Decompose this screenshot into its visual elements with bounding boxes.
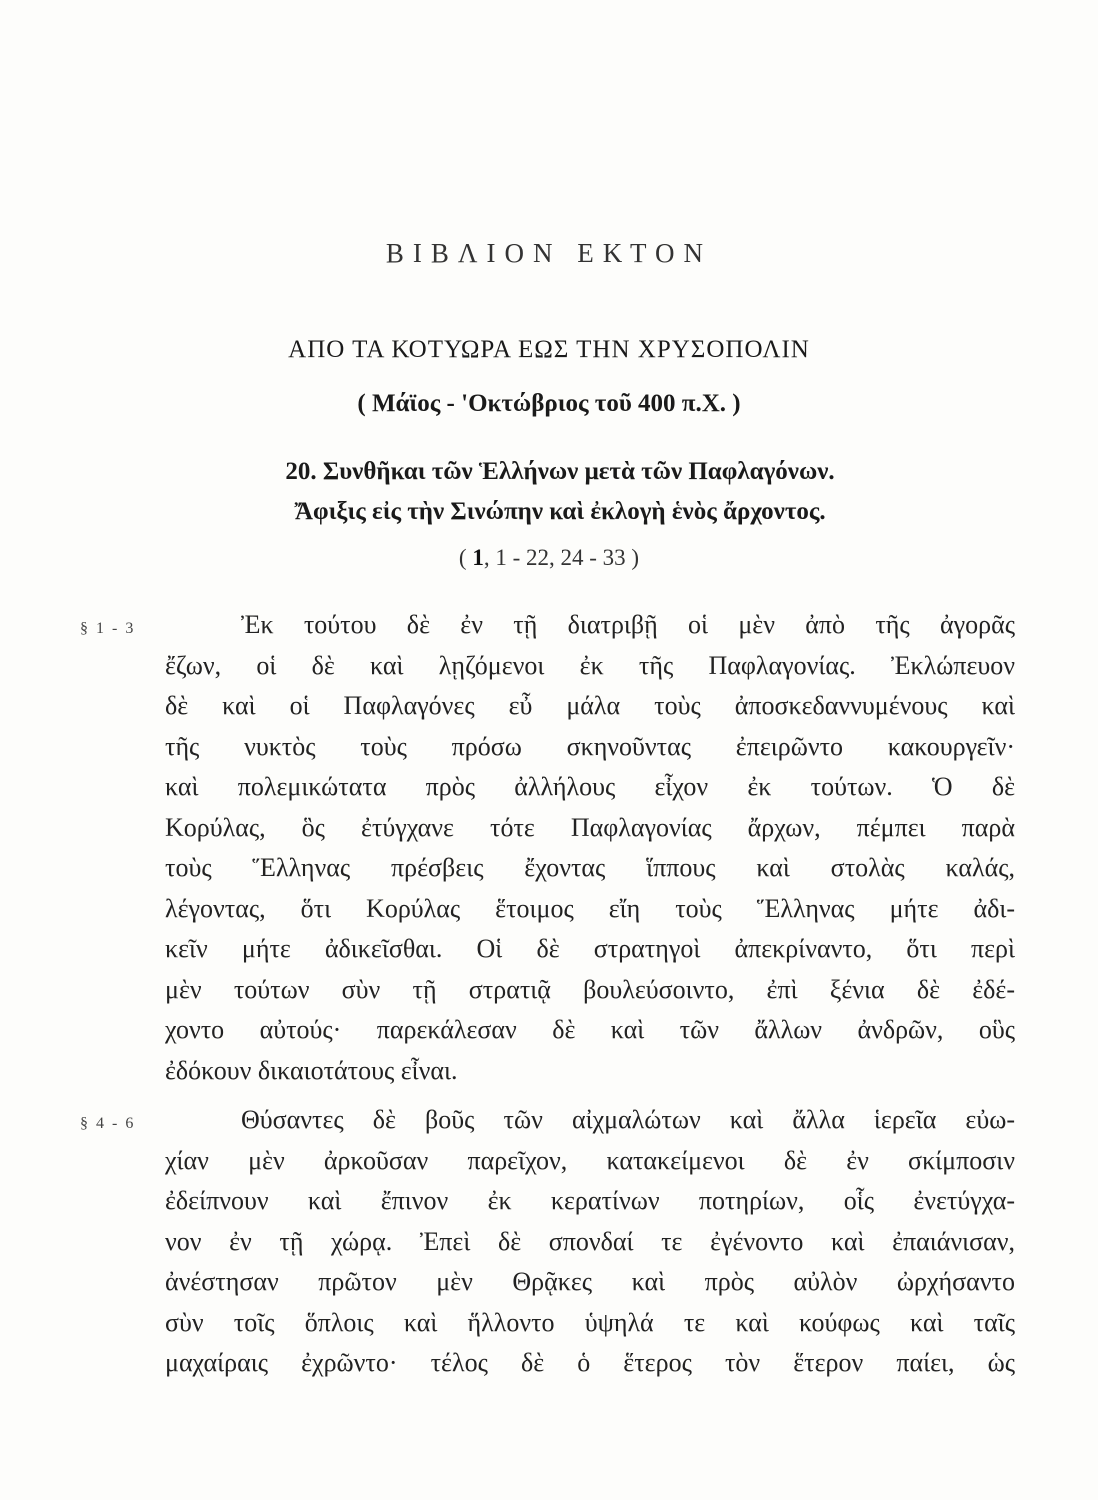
text-line: ἔζων, οἱ δὲ καὶ λῃζόμενοι ἐκ τῆς Παφλαγονίας. Ἐκλώπευον xyxy=(165,650,1015,680)
text-line: λέγοντας, ὅτι Κορύλας ἕτοιμος εἴη τοὺς Ἕλληνας μήτε ἀδι- xyxy=(165,893,1015,923)
text-line: τοὺς Ἕλληνας πρέσβεις ἔχοντας ἵππους καὶ στολὰς καλάς, xyxy=(165,853,1015,882)
text-line: ἀνέστησαν πρῶτον μὲν Θρᾷκες καὶ πρὸς αὐλὸν ὠρχήσαντο xyxy=(165,1267,1015,1296)
section-number: 20. xyxy=(285,458,317,485)
paragraph-1 xyxy=(165,605,1015,1091)
paragraph-2 xyxy=(165,1100,1015,1384)
reference-open: ( xyxy=(458,545,467,570)
text-line: μὲν τούτων σὺν τῇ στρατιᾷ βουλεύσοιντο, ἐπὶ ξένια δὲ ἐδέ- xyxy=(165,974,1015,1004)
text-line: νον ἐν τῇ χώρᾳ. Ἐπεὶ δὲ σπονδαί τε ἐγένοντο καὶ ἐπαιάνισαν, xyxy=(165,1226,1015,1256)
text-line: καὶ πολεμικώτατα πρὸς ἀλλήλους εἶχον ἐκ τούτων. Ὁ δὲ xyxy=(165,772,1015,801)
section-title-line-2: Ἄφιξις εἰς τὴν Σινώπην καὶ ἐκλογὴ ἑνὸς ἄρχοντος. xyxy=(294,498,826,525)
text-line: ἐδείπνουν καὶ ἔπινον ἐκ κερατίνων ποτηρίων, οἷς ἐνετύγχα- xyxy=(165,1186,1015,1215)
section-title-line-1: Συνθῆκαι τῶν Ἑλλήνων μετὰ τῶν Παφλαγόνων. xyxy=(322,458,835,485)
text-line: μαχαίραις ἐχρῶντο· τέλος δὲ ὁ ἕτερος τὸν ἕτερον παίει, ὡς xyxy=(165,1348,1015,1377)
text-line: ἐδόκουν δικαιοτάτους εἶναι. xyxy=(165,1055,458,1085)
text-line: χοντο αὐτούς· παρεκάλεσαν δὲ καὶ τῶν ἄλλων ἀνδρῶν, οὓς xyxy=(165,1015,1015,1044)
text-line: Θύσαντες δὲ βοῦς τῶν αἰχμαλώτων καὶ ἄλλα ἱερεῖα εὐω- xyxy=(241,1105,1015,1134)
text-line: τῆς νυκτὸς τοὺς πρόσω σκηνοῦντας ἐπειρῶντο κακουργεῖν· xyxy=(165,731,1015,761)
text-line: σὺν τοῖς ὅπλοις καὶ ἥλλοντο ὑψηλά τε καὶ κούφως καὶ ταῖς xyxy=(165,1307,1015,1337)
margin-note-1: § 1 - 3 xyxy=(80,620,136,637)
section-heading xyxy=(160,452,960,532)
reference xyxy=(0,545,1098,571)
section-heading-line-1 xyxy=(160,452,960,492)
text-line: κεῖν μήτε ἀδικεῖσθαι. Οἱ δὲ στρατηγοὶ ἀπεκρίναντο, ὅτι περὶ xyxy=(165,934,1015,963)
reference-rest: , 1 - 22, 24 - 33 ) xyxy=(483,545,640,570)
text-line: δὲ καὶ οἱ Παφλαγόνες εὖ μάλα τοὺς ἀποσκεδαννυμένους καὶ xyxy=(165,691,1015,720)
reference-book: 1 xyxy=(472,545,484,570)
margin-note-2: § 4 - 6 xyxy=(80,1115,136,1132)
text-line: χίαν μὲν ἀρκοῦσαν παρεῖχον, κατακείμενοι δὲ ἐν σκίμποσιν xyxy=(165,1145,1015,1175)
text-line: Ἐκ τούτου δὲ ἐν τῇ διατριβῇ οἱ μὲν ἀπὸ τῆς ἀγορᾶς xyxy=(241,610,1015,639)
book-title: ΒΙΒΛΙΟΝ ΕΚΤΟΝ xyxy=(385,238,713,268)
text-line: Κορύλας, ὃς ἐτύγχανε τότε Παφλαγονίας ἄρχων, πέμπει παρὰ xyxy=(165,812,1015,842)
part-title: ΑΠΟ ΤΑ ΚΟΤΥΩΡΑ ΕΩΣ ΤΗΝ ΧΡΥΣΟΠΟΛΙΝ xyxy=(288,336,810,363)
date-range: ( Μάϊος - 'Οκτώβριος τοῦ 400 π.Χ. ) xyxy=(357,390,741,417)
